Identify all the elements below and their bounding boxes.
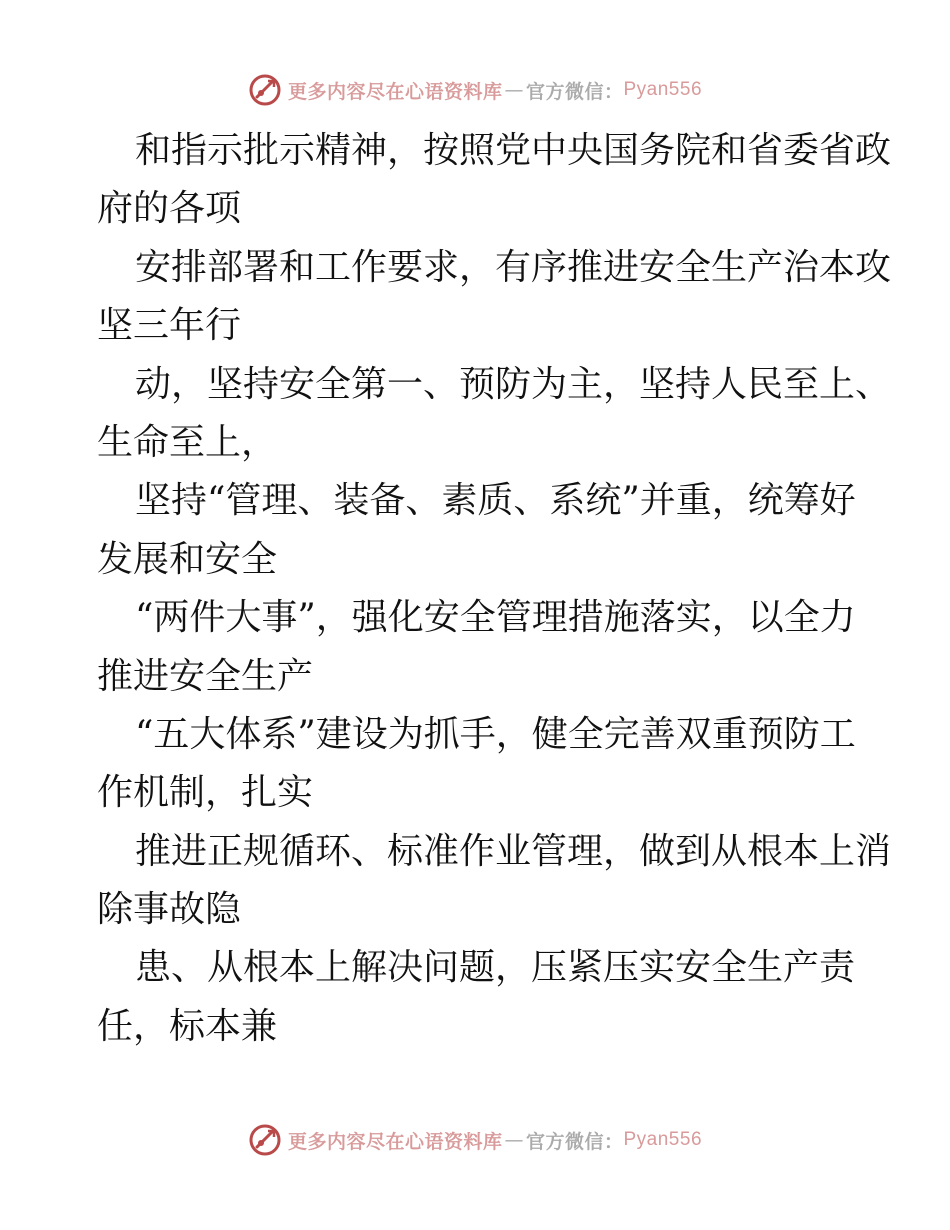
- text-line: 发展和安全: [97, 538, 278, 580]
- text-line: 坚持“管理、装备、素质、系统”并重，统筹好: [135, 480, 856, 522]
- watermark-separator: —: [504, 1129, 524, 1151]
- text-line: 府的各项: [97, 188, 242, 230]
- footer-watermark: [0, 1120, 950, 1160]
- watermark-wechat-id: Pyan556: [623, 1129, 703, 1150]
- header-watermark: [0, 70, 950, 110]
- watermark-wechat-label: 官方微信：: [525, 1130, 624, 1153]
- text-line: 和指示批示精神，按照党中央国务院和省委省政: [135, 130, 892, 171]
- text-line: 坚三年行: [97, 305, 242, 347]
- watermark-separator: —: [504, 79, 524, 101]
- watermark-text: [288, 77, 702, 104]
- watermark-wechat-label: 官方微信：: [525, 80, 624, 103]
- watermark-text: [288, 1127, 702, 1154]
- watermark-site: 更多内容尽在心语资料库: [287, 1130, 503, 1153]
- watermark-site: 更多内容尽在心语资料库: [287, 80, 503, 103]
- text-line: 作机制，扎实: [97, 772, 314, 814]
- text-line: “五大体系”建设为抓手，健全完善双重预防工: [135, 713, 856, 755]
- logo-icon: [248, 1123, 282, 1157]
- text-line: 除事故隐: [97, 889, 242, 931]
- text-line: 任，标本兼: [97, 1005, 278, 1047]
- text-line: 患、从根本上解决问题，压紧压实安全生产责: [135, 947, 856, 989]
- text-line: 推进安全生产: [97, 655, 314, 697]
- text-line: “两件大事”，强化安全管理措施落实，以全力: [135, 597, 856, 639]
- text-line: 生命至上，: [97, 421, 278, 463]
- text-line: 动，坚持安全第一、预防为主，坚持人民至上、: [135, 363, 892, 405]
- logo-icon: [248, 73, 282, 107]
- text-line: 安排部署和工作要求，有序推进安全生产治本攻: [135, 246, 892, 288]
- text-line: 推进正规循环、标准作业管理，做到从根本上消: [135, 830, 892, 872]
- document-body: [97, 122, 892, 1056]
- watermark-wechat-id: Pyan556: [623, 79, 703, 100]
